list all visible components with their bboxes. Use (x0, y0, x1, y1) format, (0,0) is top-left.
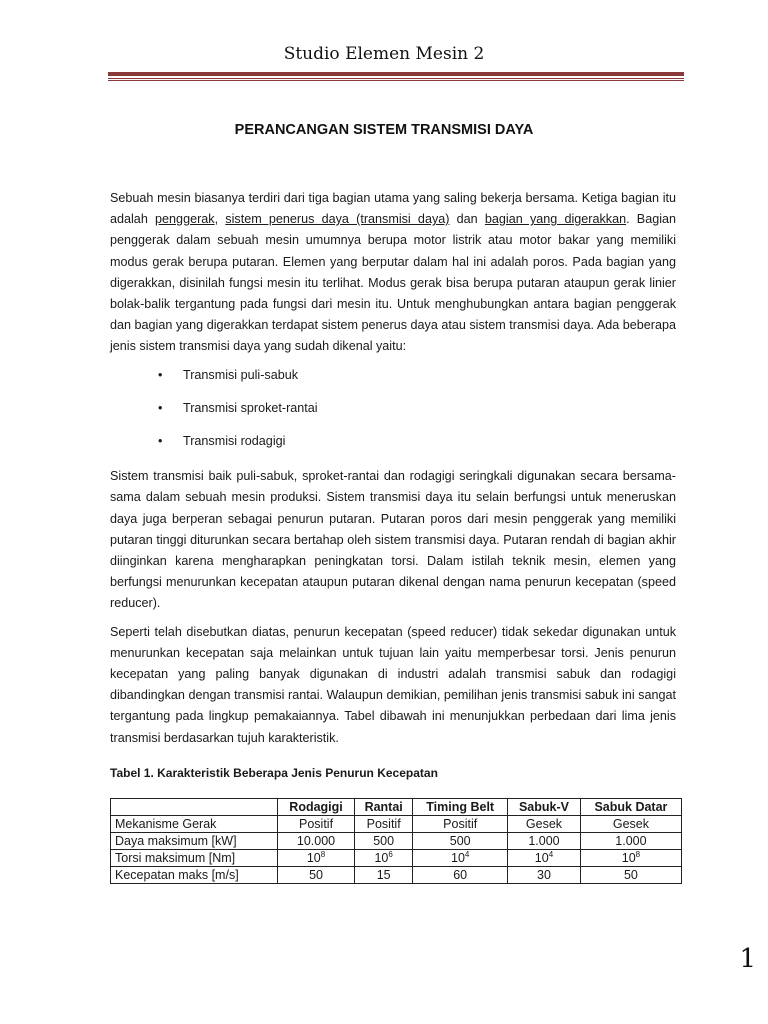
table-cell: 1.000 (508, 833, 581, 850)
power-exponent: 8 (635, 849, 641, 859)
underlined-term-penggerak: penggerak (155, 212, 215, 227)
table-header-cell: Rodagigi (278, 799, 355, 816)
table-row (111, 816, 682, 833)
bullet-icon: • (158, 434, 163, 449)
paragraph-text: . Bagian penggerak dalam sebuah mesin umumnya berupa motor listrik atau motor bakar yang memiliki modus gerak berupa putaran. Elemen yang berputar dalam hal ini adalah poros. Pada bagian yang digerakkan, disinilah fungsi mesin itu terlihat. Modus gerak bisa berupa putaran ataupun gerak linier bolak-balik tergantung pada fungsi dari mesin itu. Untuk menghubungkan antara bagian penggerak dan bagian yang digerakkan terdapat sistem penerus daya atau sistem transmisi daya. Ada beberapa jenis sistem transmisi daya yang sudah dikenal yaitu: (110, 212, 677, 354)
table-cell: 10.000 (278, 833, 355, 850)
table-header-cell (111, 799, 278, 816)
power-exponent: 8 (320, 849, 326, 859)
table-row (111, 867, 682, 884)
table-header-cell: Rantai (355, 799, 413, 816)
table-header-cell: Sabuk-V (508, 799, 581, 816)
table-cell (413, 850, 508, 867)
transmission-type-list (110, 365, 676, 453)
table-cell (355, 850, 413, 867)
table-cell: 50 (278, 867, 355, 884)
power-exponent: 4 (464, 849, 470, 859)
power-exponent: 6 (388, 849, 393, 859)
paragraph-text: dan (449, 212, 485, 227)
table-cell (508, 850, 581, 867)
list-item-label: Transmisi rodagigi (183, 434, 286, 449)
power-base: 10 (451, 851, 465, 866)
document-body (110, 188, 676, 884)
table-cell: Positif (413, 816, 508, 833)
table-row (111, 850, 682, 867)
header-rule-thick (108, 72, 684, 76)
table-header-cell: Timing Belt (413, 799, 508, 816)
power-exponent: 4 (548, 849, 554, 859)
header-rule-thin (108, 78, 684, 79)
table-cell (278, 850, 355, 867)
table-cell: 50 (580, 867, 681, 884)
table-cell: 1.000 (580, 833, 681, 850)
power-base: 10 (374, 851, 389, 866)
table-cell: 60 (413, 867, 508, 884)
power-base: 10 (621, 851, 636, 866)
table-row-label: Mekanisme Gerak (111, 816, 278, 833)
table-header-row (111, 799, 682, 816)
running-header-title: Studio Elemen Mesin 2 (283, 44, 485, 64)
table-cell (580, 850, 681, 867)
table-cell: 15 (355, 867, 413, 884)
paragraph-text: Sebuah mesin biasanya terdiri dari tiga bagian utama yang saling bekerja bersama. Ketiga bagian itu adalah (110, 191, 676, 227)
table-row-label: Torsi maksimum [Nm] (111, 850, 278, 867)
paragraph-intro (110, 188, 676, 358)
power-base: 10 (306, 851, 321, 866)
table-cell: 500 (413, 833, 508, 850)
list-item-label: Transmisi puli-sabuk (183, 367, 299, 382)
bullet-icon: • (158, 400, 163, 415)
table-cell: Gesek (580, 816, 681, 833)
underlined-term-transmisi: sistem penerus daya (transmisi daya) (225, 212, 450, 227)
table-row-label: Daya maksimum [kW] (111, 833, 278, 850)
list-item (110, 431, 676, 452)
table-row (111, 833, 682, 850)
table-cell: Gesek (508, 816, 581, 833)
underlined-term-digerakkan: bagian yang digerakkan (484, 212, 627, 227)
table-cell: Positif (278, 816, 355, 833)
table-cell: Positif (355, 816, 413, 833)
paragraph-selection: Seperti telah disebutkan diatas, penurun kecepatan (speed reducer) tidak sekedar digunakan untuk menurunkan kecepatan saja melainkan untuk tujuan lain yaitu memperbesar torsi. Jenis penurun kecepatan yang paling banyak digunakan di industri adalah transmisi sabuk dan rodagigi dibandingkan dengan transmisi rantai. Walaupun demikian, pemilihan jenis transmisi sabuk ini sangat tergantung pada lingkup pemakaiannya. Tabel dibawah ini menunjukkan perbedaan dari lima jenis transmisi berdasarkan tujuh karakteristik. (110, 624, 676, 745)
bullet-icon: • (158, 367, 163, 382)
table-header-cell: Sabuk Datar (580, 799, 681, 816)
list-item-label: Transmisi sproket-rantai (183, 400, 318, 415)
characteristics-table (110, 798, 682, 884)
list-item (110, 398, 676, 419)
table-cell: 500 (355, 833, 413, 850)
power-base: 10 (534, 851, 549, 866)
table-row-label: Kecepatan maks [m/s] (111, 867, 278, 884)
header-rule-thin-2 (108, 80, 684, 81)
table-cell: 30 (508, 867, 581, 884)
table-caption: Tabel 1. Karakteristik Beberapa Jenis Penurun Kecepatan (110, 765, 438, 780)
paragraph-speed-reducer: Sistem transmisi baik puli-sabuk, sproket-rantai dan rodagigi seringkali digunakan secara bersama-sama dalam sebuah mesin produksi. Sistem transmisi daya itu selain berfungsi untuk meneruskan daya juga berperan sebagai penurun putaran. Putaran poros dari mesin penggerak yang memiliki putaran tinggi diturunkan secara bertahap oleh sistem transmisi daya. Putaran rendah di bagian akhir diinginkan karena mengharapkan peningkatan torsi. Dalam istilah teknik mesin, elemen yang berfungsi menurunkan kecepatan ataupun putaran dikenal dengan nama penurun kecepatan (speed reducer). (110, 469, 676, 611)
list-item (110, 365, 676, 386)
paragraph-text: , (214, 212, 226, 227)
page-number: 1 (739, 944, 756, 974)
document-title: PERANCANGAN SISTEM TRANSMISI DAYA (234, 122, 534, 138)
